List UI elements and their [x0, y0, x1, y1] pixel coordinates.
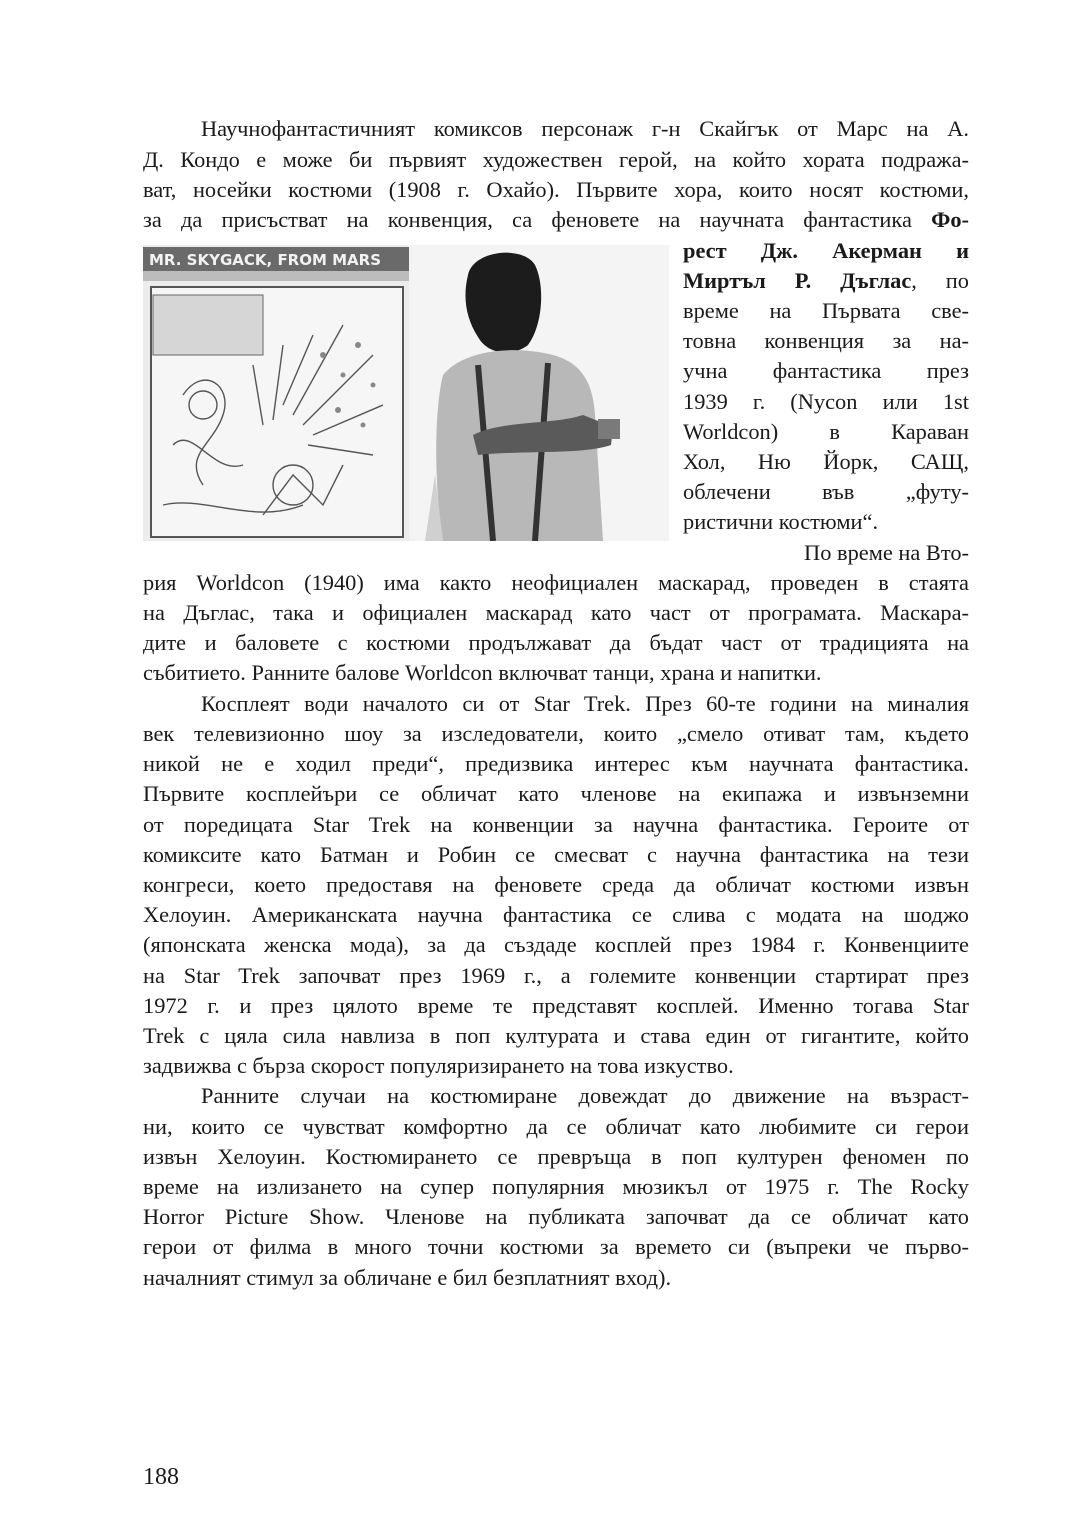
text-line: Trek с цяла сила навлиза в поп културата и става един от гигантите, който — [143, 1023, 969, 1048]
text-line: Ранните случаи на костюмиране довеждат до движение на възраст- — [201, 1083, 969, 1108]
text-line: Научнофантастичният комиксов персонаж г-н Скайгък от Марс на А. — [201, 116, 969, 141]
text-span: за да присъстват на конвенция, са феновете на научната фантастика — [143, 207, 932, 232]
text-line: дите и баловете с костюми продължават да бъдат част от традицията на — [143, 630, 969, 655]
text-line: началният стимул за обличане е бил безплатният вход). — [143, 1265, 672, 1290]
bold-name: Миртъл Р. Дъглас — [683, 268, 912, 293]
text-line: Косплеят води началото си от Star Trek. През 60-те години на миналия — [201, 691, 969, 716]
text-line: Horror Picture Show. Членове на публиката започват да се обличат като — [143, 1204, 969, 1229]
text-line: на Star Trek започват през 1969 г., а големите конвенции стартират през — [143, 963, 969, 988]
speech-balloon — [153, 295, 263, 355]
bold-name: рест Дж. Акерман и — [683, 238, 969, 263]
text-span: , по — [911, 268, 969, 293]
text-line: на Дъглас, така и официален маскарад като част от програмата. Маскара- — [143, 600, 969, 625]
text-line: Хелоуин. Американската научна фантастика се слива с модата на шоджо — [143, 902, 969, 927]
text-line: никой не е ходил преди“, предизвика интерес към научната фантастика. — [143, 751, 969, 776]
comic-caption-strip — [143, 271, 409, 281]
text-line: герои от филма в много точни костюми за времето си (въпреки че първо- — [143, 1234, 969, 1259]
figure-image — [143, 245, 669, 541]
text-line: учна фантастика през — [683, 358, 969, 383]
text-line: Д. Кондо е може би първият художествен герой, на който хората подража- — [143, 147, 969, 172]
text-line: извън Хелоуин. Костюмирането се превръща в поп културен феномен по — [143, 1144, 969, 1169]
text-line: конгреси, което предоставя на феновете среда да обличат костюми извън — [143, 872, 969, 897]
text-line: Worldcon) в Караван — [683, 419, 969, 444]
text-line: век телевизионно шоу за изследователи, които „смело отиват там, където — [143, 721, 969, 746]
text-line — [683, 235, 969, 267]
text-line: облечени във „футу- — [683, 479, 969, 504]
bold-name: Фо- — [931, 207, 969, 232]
costume-device — [598, 419, 620, 439]
text-line: ристични костюми“. — [683, 509, 879, 534]
text-line: събитието. Ранните балове Worldcon включват танци, храна и напитки. — [143, 660, 822, 685]
text-line: Хол, Ню Йорк, САЩ, — [683, 449, 969, 474]
text-line: от поредицата Star Trek на конвенции за научна фантастика. Героите от — [143, 812, 969, 837]
text-line — [143, 204, 969, 236]
page-number: 188 — [143, 1464, 179, 1490]
text-line: Първите косплейъри се обличат като членове на екипажа и извънземни — [143, 781, 969, 806]
text-line: 1939 г. (Nycon или 1st — [683, 389, 969, 414]
text-line: ват, носейки костюми (1908 г. Охайо). Първите хора, които носят костюми, — [143, 177, 969, 202]
text-line: По време на Вто- — [804, 540, 969, 565]
text-line — [683, 265, 969, 297]
text-line: задвижва с бърза скорост популяризирането на това изкуство. — [143, 1053, 734, 1078]
text-line: комиксите като Батман и Робин се смесват с научна фантастика на тези — [143, 842, 969, 867]
text-line: време на излизането на супер популярния мюзикъл от 1975 г. The Rocky — [143, 1174, 969, 1199]
comic-caption: MR. SKYGACK, FROM MARS — [149, 251, 382, 269]
text-line: товна конвенция за на- — [683, 328, 969, 353]
text-line: време на Първата све- — [683, 298, 969, 323]
illustration-figure — [143, 245, 669, 541]
text-line: рия Worldcon (1940) има както неофициален маскарад, проведен в стаята — [143, 570, 969, 595]
text-line: (японската женска мода), за да създаде косплей през 1984 г. Конвенциите — [143, 932, 969, 957]
text-line: ни, които се чувстват комфортно да се обличат като любимите си герои — [143, 1114, 969, 1139]
text-line: 1972 г. и през цялото време те представят косплей. Именно тогава Star — [143, 993, 969, 1018]
